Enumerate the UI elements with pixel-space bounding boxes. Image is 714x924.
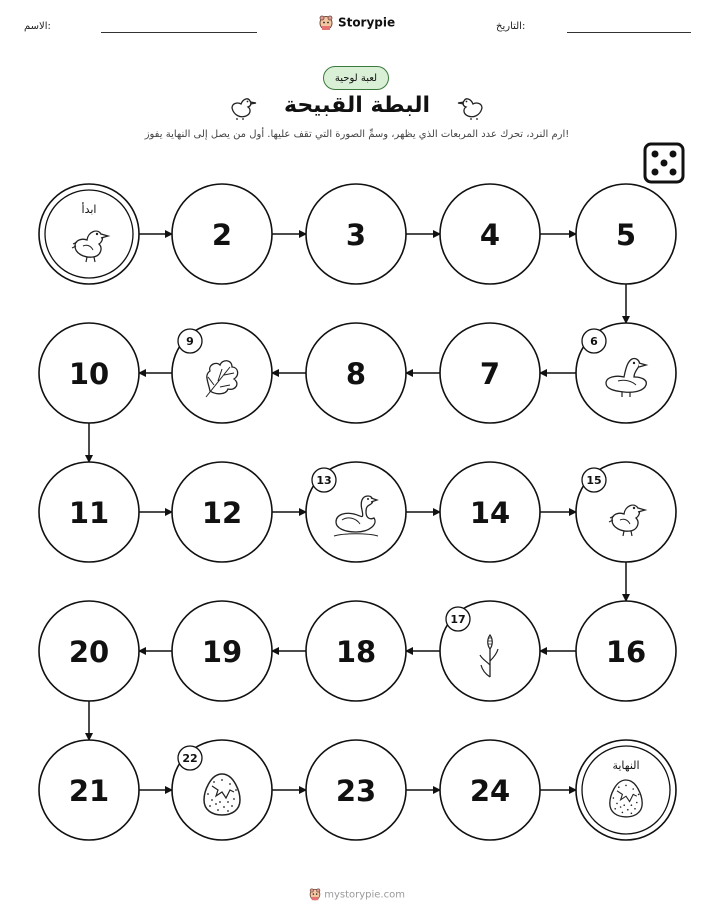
- board-space-8: [306, 323, 406, 423]
- board-space-14: [440, 462, 540, 562]
- space-number: 12: [201, 496, 243, 530]
- title-text: البطة القبيحة: [283, 93, 430, 118]
- board-space-15: [576, 462, 676, 562]
- space-number: 7: [479, 357, 501, 391]
- space-number: 2: [211, 218, 233, 252]
- board-space-7: [440, 323, 540, 423]
- game-type-badge: لعبة لوحية: [323, 66, 389, 90]
- board-space-19: [172, 601, 272, 701]
- board-space-3: [306, 184, 406, 284]
- board-space-4: [440, 184, 540, 284]
- board-space-18: [306, 601, 406, 701]
- space-number: 13: [316, 474, 332, 487]
- board-space-24: [440, 740, 540, 840]
- end-label: النهاية: [612, 759, 640, 772]
- space-number: 11: [68, 496, 110, 530]
- brand-name: Storypie: [337, 15, 396, 30]
- start-label: ابدأ: [81, 203, 97, 216]
- board-space-10: [39, 323, 139, 423]
- board-space-finish: [576, 740, 676, 840]
- space-number: 24: [469, 774, 511, 808]
- footer: [0, 888, 714, 901]
- board-space-6: [576, 323, 676, 423]
- space-number: 14: [469, 496, 511, 530]
- board-space-13: [306, 462, 406, 562]
- space-number: 5: [615, 218, 637, 252]
- board-space-22: [172, 740, 272, 840]
- space-number: 8: [345, 357, 367, 391]
- instructions: ارم النرد، تحرك عدد المربعات الذي يظهر، وسمِّ الصورة التي تقف عليها. أول من يصل إلى النهاية يفوز!: [144, 129, 570, 140]
- date-label: التاريخ:: [496, 21, 526, 32]
- space-number: 3: [345, 218, 367, 252]
- board-space-21: [39, 740, 139, 840]
- board-space-2: [172, 184, 272, 284]
- board-space-9: [172, 323, 272, 423]
- space-number: 16: [605, 635, 647, 669]
- space-number: 21: [68, 774, 110, 808]
- board-space-12: [172, 462, 272, 562]
- space-number: 9: [186, 335, 194, 348]
- space-number: 6: [590, 335, 598, 348]
- board-space-11: [39, 462, 139, 562]
- space-number: 22: [182, 752, 198, 765]
- space-number: 17: [450, 613, 466, 626]
- board-space-23: [306, 740, 406, 840]
- space-number: 15: [586, 474, 602, 487]
- storypie-mascot-icon: [309, 888, 321, 901]
- space-number: 4: [479, 218, 501, 252]
- footer-url: mystorypie.com: [324, 889, 405, 901]
- board-space-20: [39, 601, 139, 701]
- space-number: 20: [68, 635, 110, 669]
- board-space-start: [39, 184, 139, 284]
- space-number: 10: [68, 357, 110, 391]
- name-label: الاسم:: [24, 21, 51, 32]
- board-space-17: [440, 601, 540, 701]
- space-number: 19: [201, 635, 243, 669]
- board-space-16: [576, 601, 676, 701]
- space-number: 18: [335, 635, 377, 669]
- space-number: 23: [335, 774, 377, 808]
- board-space-5: [576, 184, 676, 284]
